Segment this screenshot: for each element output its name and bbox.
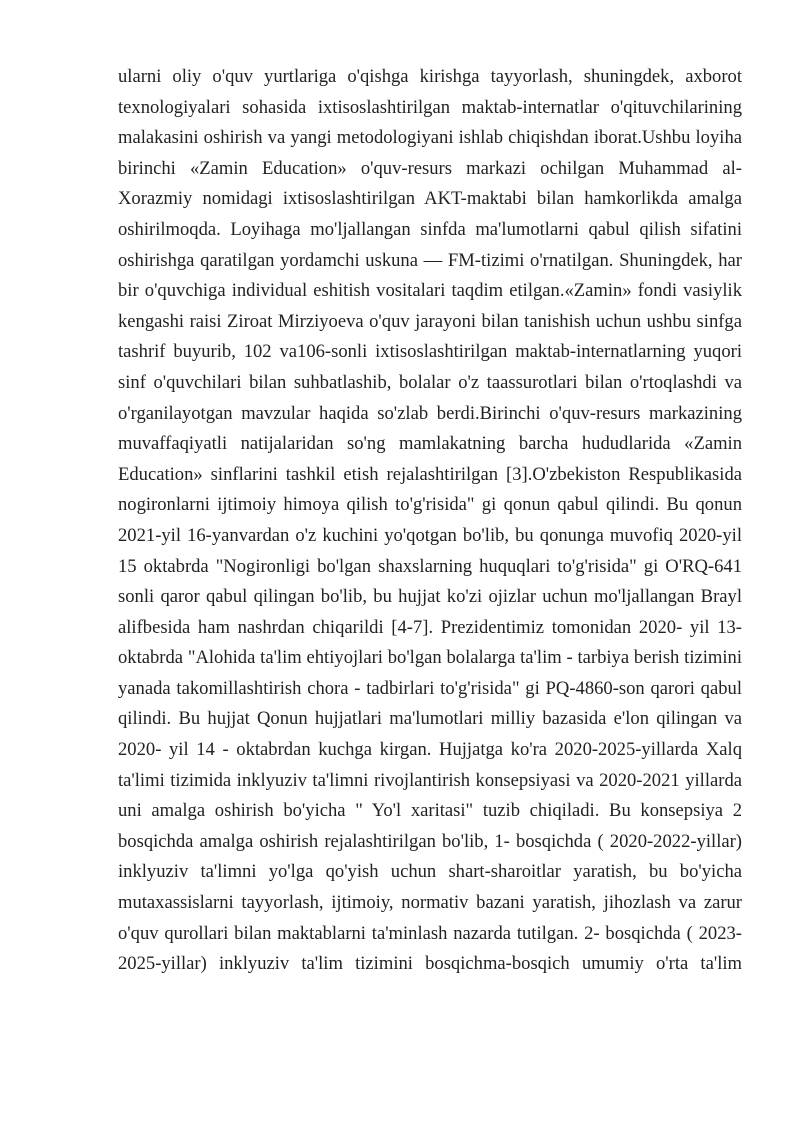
text-line: nogironlarni ijtimoiy himoya qilish to'g'risida" gi qonun qabul qilindi. Bu qonun	[118, 494, 742, 516]
text-line: sinf o'quvchilari bilan suhbatlashib, bolalar o'z taassurotlari bilan o'rtoqlashdi va	[118, 371, 742, 393]
text-line: o'rganilayotgan mavzular haqida so'zlab berdi.Birinchi o'quv-resurs markazining	[118, 402, 742, 424]
text-line: malakasini oshirish va yangi metodologiyani ishlab chiqishdan iborat.Ushbu loyiha	[118, 127, 742, 149]
text-line: qilindi. Bu hujjat Qonun hujjatlari ma'lumotlari milliy bazasida e'lon qilingan va	[118, 708, 742, 730]
text-line: oshirilmoqda. Loyihaga mo'ljallangan sinfda ma'lumotlarni qabul qilish sifatini	[118, 218, 742, 240]
text-line: yanada takomillashtirish chora - tadbirlari to'g'risida" gi PQ-4860-son qarori qabul	[118, 677, 742, 699]
text-line: sonli qaror qabul qilingan bo'lib, bu hujjat ko'zi ojizlar uchun mo'ljallangan Brayl	[118, 586, 742, 608]
text-line: alifbesida ham nashrdan chiqarildi [4-7]. Prezidentimiz tomonidan 2020- yil 13-	[118, 616, 742, 638]
body-text	[118, 62, 742, 980]
text-line: 2021-yil 16-yanvardan o'z kuchini yo'qotgan bo'lib, bu qonunga muvofiq 2020-yil	[118, 524, 742, 546]
text-line: inklyuziv ta'limni yo'lga qo'yish uchun shart-sharoitlar yaratish, bu bo'yicha	[118, 861, 742, 883]
text-line: Xorazmiy nomidagi ixtisoslashtirilgan AKT-maktabi bilan hamkorlikda amalga	[118, 188, 742, 210]
text-line: tashrif buyurib, 102 va106-sonli ixtisoslashtirilgan maktab-internatlarning yuqori	[118, 341, 742, 363]
text-line: bosqichda amalga oshirish rejalashtirilgan bo'lib, 1- bosqichda ( 2020-2022-yillar)	[118, 830, 742, 852]
text-line: ta'limi tizimida inklyuziv ta'limni rivojlantirish konsepsiyasi va 2020-2021 yillarda	[118, 769, 742, 791]
text-line: texnologiyalari sohasida ixtisoslashtirilgan maktab-internatlar o'qituvchilarining	[118, 96, 742, 118]
text-line: 15 oktabrda "Nogironligi bo'lgan shaxslarning huquqlari to'g'risida" gi O'RQ-641	[118, 555, 742, 577]
text-line: muvaffaqiyatli natijalaridan so'ng mamlakatning barcha hududlarida «Zamin	[118, 433, 742, 455]
text-line: oshirishga qaratilgan yordamchi uskuna — FM-tizimi o'rnatilgan. Shuningdek, har	[118, 249, 742, 271]
text-line: 2020- yil 14 - oktabrdan kuchga kirgan. Hujjatga ko'ra 2020-2025-yillarda Xalq	[118, 739, 742, 761]
text-line: oktabrda "Alohida ta'lim ehtiyojlari bo'lgan bolalarga ta'lim - tarbiya berish tizimini	[118, 647, 742, 669]
text-line: Education» sinflarini tashkil etish rejalashtirilgan [3].O'zbekiston Respublikasida	[118, 463, 742, 485]
text-line: kengashi raisi Ziroat Mirziyoeva o'quv jarayoni bilan tanishish uchun ushbu sinfga	[118, 310, 742, 332]
text-line: o'quv qurollari bilan maktablarni ta'minlash nazarda tutilgan. 2- bosqichda ( 2023-	[118, 922, 742, 944]
text-line: uni amalga oshirish bo'yicha " Yo'l xaritasi" tuzib chiqiladi. Bu konsepsiya 2	[118, 800, 742, 822]
text-line: bir o'quvchiga individual eshitish vositalari taqdim etilgan.«Zamin» fondi vasiylik	[118, 280, 742, 302]
text-line: 2025-yillar) inklyuziv ta'lim tizimini bosqichma-bosqich umumiy o'rta ta'lim	[118, 953, 742, 975]
text-line: birinchi «Zamin Education» o'quv-resurs markazi ochilgan Muhammad al-	[118, 157, 742, 179]
text-line: mutaxassislarni tayyorlash, ijtimoiy, normativ bazani yaratish, jihozlash va zarur	[118, 892, 742, 914]
text-line: ularni oliy o'quv yurtlariga o'qishga kirishga tayyorlash, shuningdek, axborot	[118, 66, 742, 87]
